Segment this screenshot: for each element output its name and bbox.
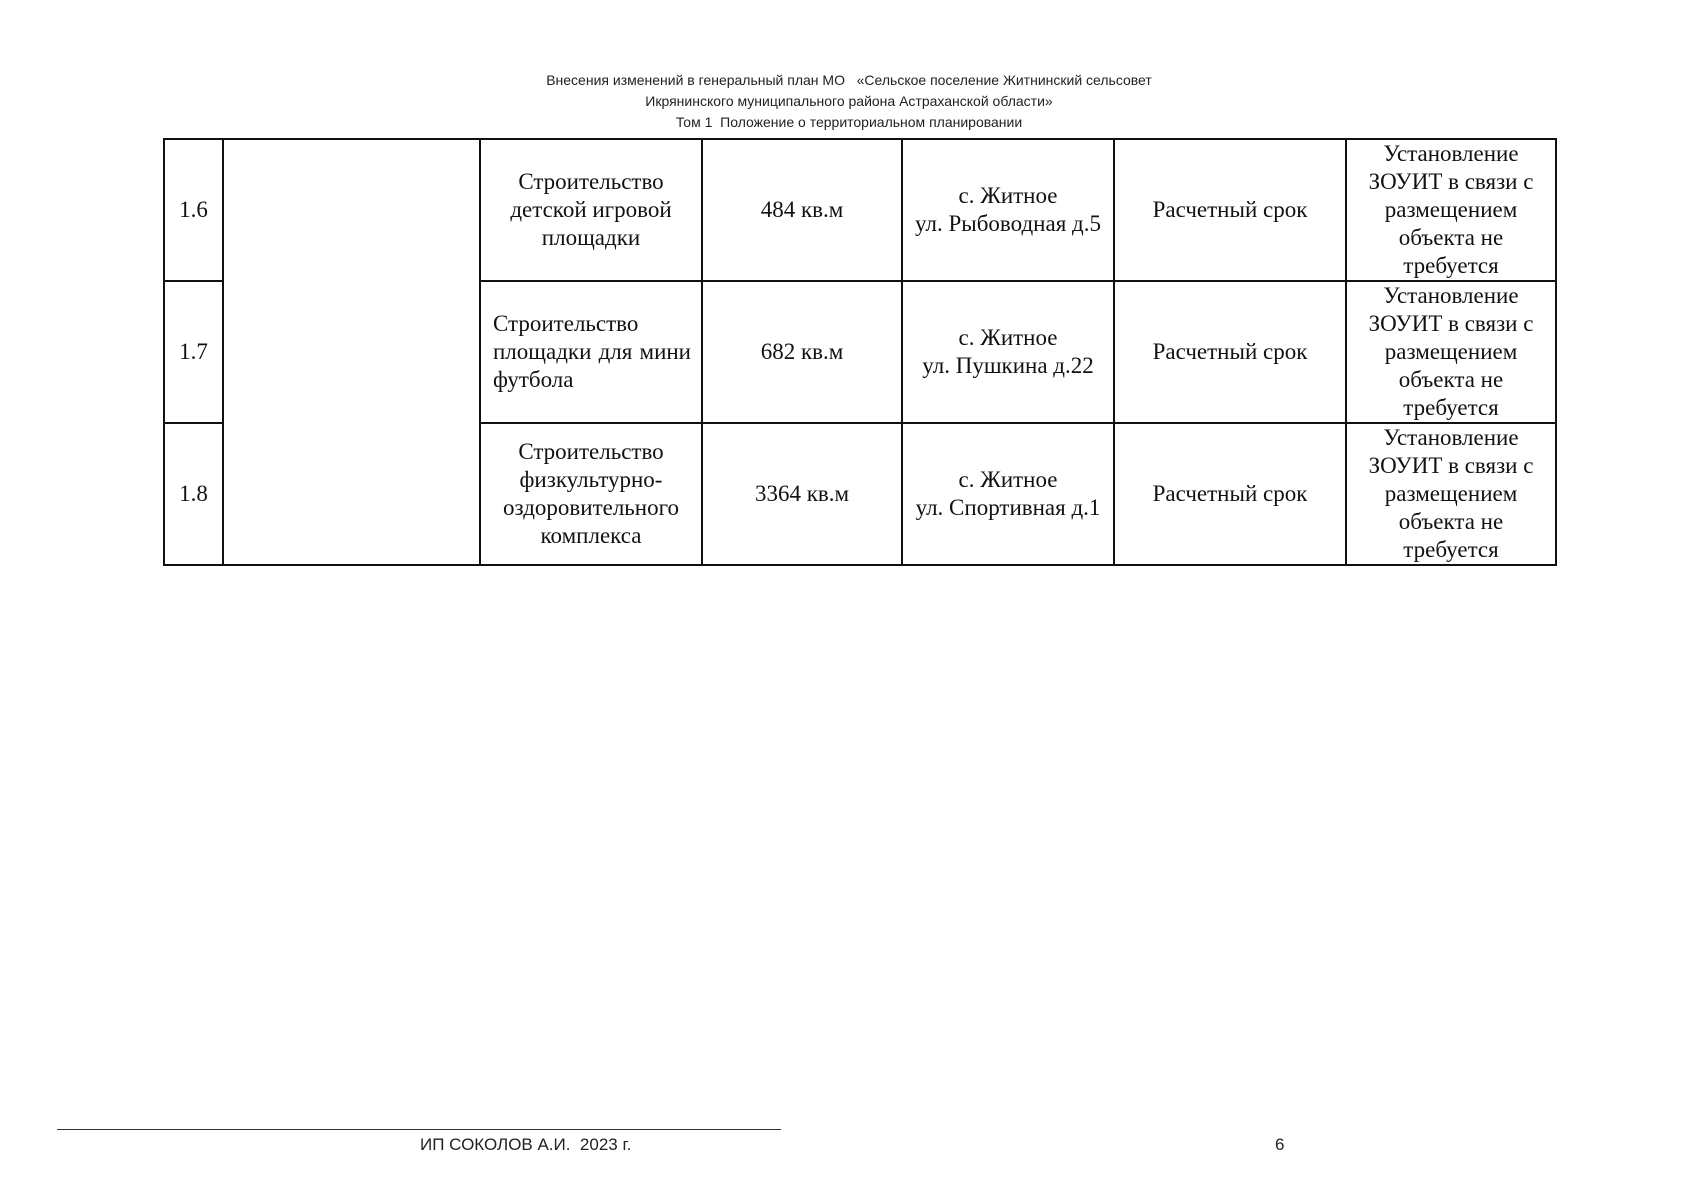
object-area: 3364 кв.м	[702, 423, 902, 565]
object-location	[902, 423, 1114, 565]
location-address: ул. Пушкина д.22	[922, 353, 1094, 378]
implementation-term: Расчетный срок	[1114, 139, 1346, 281]
object-name: Строительство площадки для мини футбола	[480, 281, 702, 423]
table-row	[164, 139, 1556, 281]
location-settlement: с. Житное	[958, 183, 1058, 208]
table-row	[164, 281, 1556, 423]
object-location	[902, 139, 1114, 281]
implementation-term: Расчетный срок	[1114, 281, 1346, 423]
page-number: 6	[1275, 1135, 1285, 1154]
location-address: ул. Рыбоводная д.5	[915, 211, 1101, 236]
object-name: Строительство детской игровой площадки	[480, 139, 702, 281]
zone-note: Установление ЗОУИТ в связи с размещением объекта не требуется	[1346, 423, 1556, 565]
blank-cell	[223, 281, 480, 423]
footer-author: ИП СОКОЛОВ А.И. 2023 г.	[420, 1135, 632, 1154]
blank-cell	[223, 423, 480, 565]
blank-cell	[223, 139, 480, 281]
location-settlement: с. Житное	[958, 467, 1058, 492]
row-number: 1.8	[164, 423, 223, 565]
implementation-term: Расчетный срок	[1114, 423, 1346, 565]
zone-note: Установление ЗОУИТ в связи с размещением объекта не требуется	[1346, 281, 1556, 423]
row-number: 1.6	[164, 139, 223, 281]
header-line-1: Внесения изменений в генеральный план МО «Сельское поселение Житнинский сельсовет	[546, 72, 1152, 88]
location-settlement: с. Житное	[958, 325, 1058, 350]
page-header	[0, 70, 1698, 133]
location-address: ул. Спортивная д.1	[915, 495, 1101, 520]
row-number: 1.7	[164, 281, 223, 423]
table-row	[164, 423, 1556, 565]
object-area: 484 кв.м	[702, 139, 902, 281]
footer-divider	[57, 1129, 781, 1130]
object-area: 682 кв.м	[702, 281, 902, 423]
header-line-3: Том 1 Положение о территориальном планировании	[675, 114, 1023, 130]
planning-table	[163, 138, 1557, 566]
zone-note: Установление ЗОУИТ в связи с размещением объекта не требуется	[1346, 139, 1556, 281]
object-location	[902, 281, 1114, 423]
object-name: Строительство физкультурно-оздоровительного комплекса	[480, 423, 702, 565]
header-line-2: Икрянинского муниципального района Астраханской области»	[645, 93, 1053, 109]
